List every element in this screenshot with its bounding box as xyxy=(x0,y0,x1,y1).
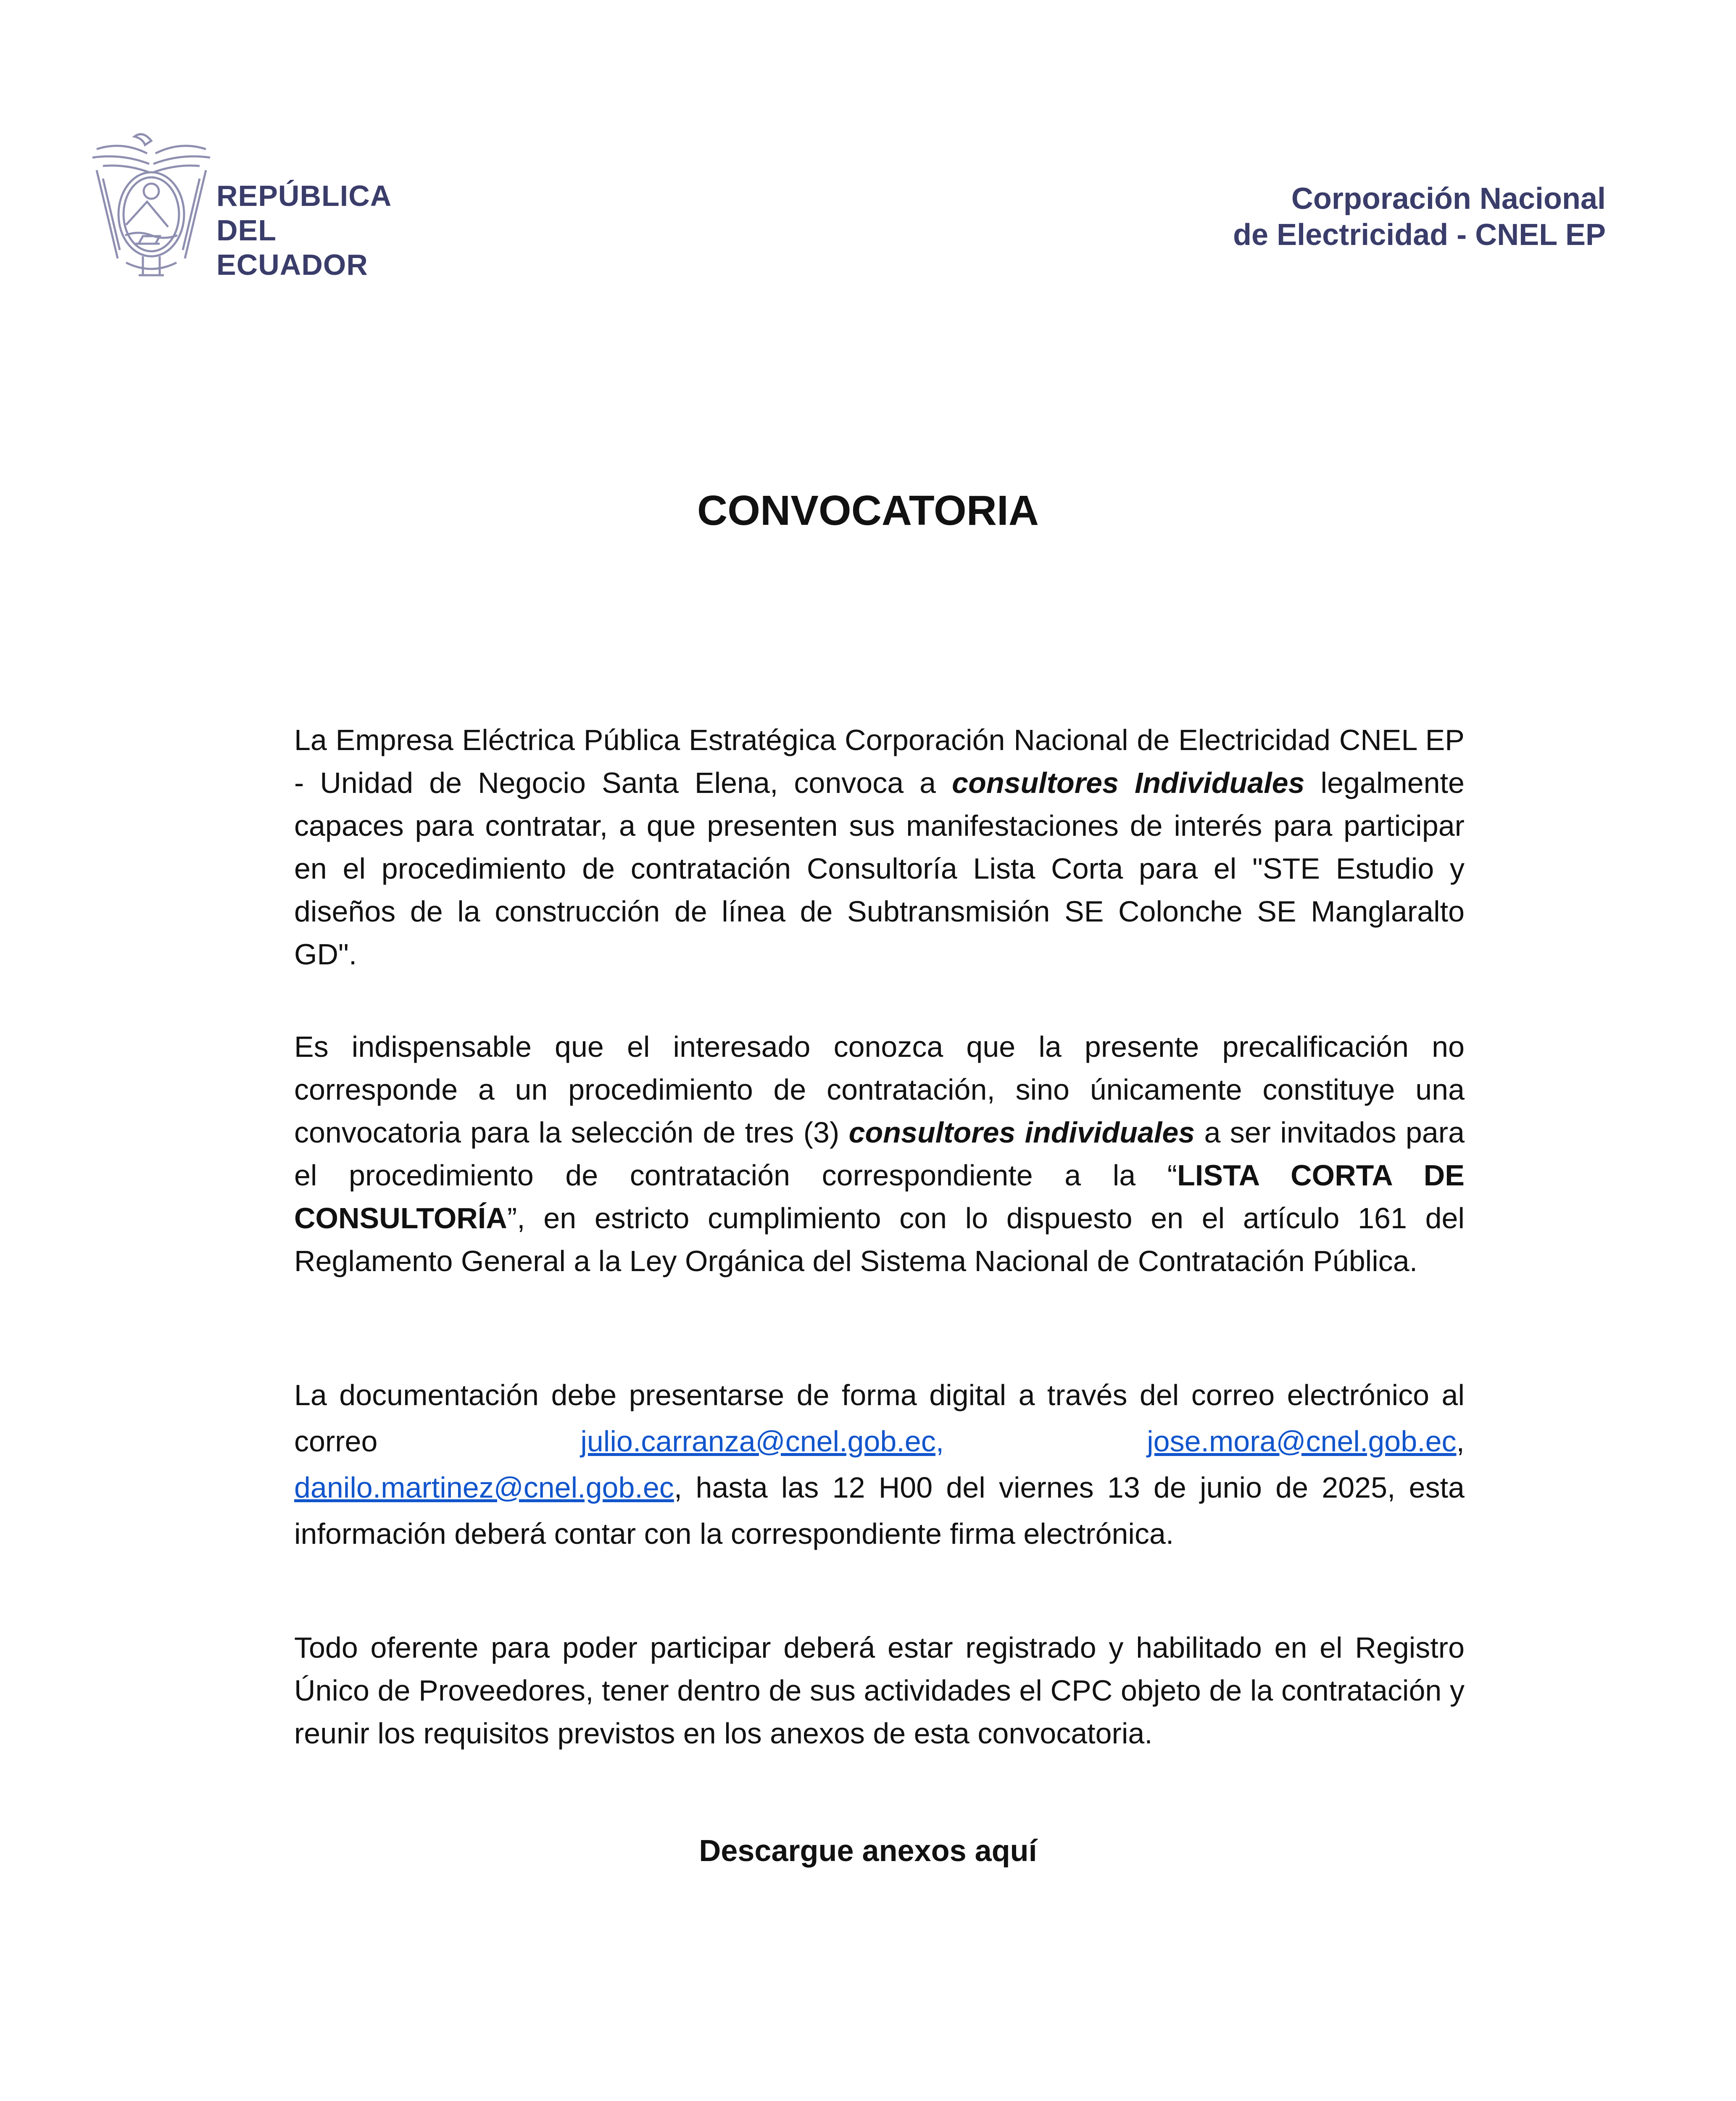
p2-bold: LISTA CORTA DE CONSULTORÍA xyxy=(294,1159,1465,1235)
paragraph-documentation xyxy=(294,1372,1465,1557)
republica-text: REPÚBLICA xyxy=(216,179,392,212)
p2-text-3: ”, en estricto cumplimiento con lo dispuesto en el artículo 161 del Reglamento General a la Ley Orgánica del Sistema Nacional de Contratación Pública. xyxy=(294,1202,1465,1277)
email-link-danilo[interactable]: danilo.martinez@cnel.gob.ec xyxy=(294,1471,674,1504)
cnel-name-line2: de Electricidad - CNEL EP xyxy=(1233,218,1606,252)
p1-text-2: legalmente capaces para contratar, a que presenten sus manifestaciones de interés para participar en el procedimiento de contratación Consultoría Lista Corta para el "STE Estudio y diseños de la construcción de línea de Subtransmisión SE Colonche SE Manglaralto GD". xyxy=(294,766,1465,971)
p1-text-1: La Empresa Eléctrica Pública Estratégica Corporación Nacional de Electricidad CNEL EP - Unidad de Negocio Santa Elena, convoca a xyxy=(294,724,1465,799)
p3-text-1: La documentación debe presentarse de forma digital a través del correo electrónico al correo xyxy=(294,1379,1465,1458)
cnel-header-text xyxy=(1233,181,1606,253)
republica-del-ecuador-logo xyxy=(80,124,416,284)
email-link-jose[interactable]: jose.mora@cnel.gob.ec xyxy=(1147,1425,1457,1458)
p2-emphasis: consultores individuales xyxy=(848,1116,1195,1149)
email-link-julio[interactable]: julio.carranza@cnel.gob.ec, xyxy=(580,1425,944,1458)
p3-sep-2: , xyxy=(1456,1425,1465,1458)
download-annexes-link[interactable]: Descargue anexos aquí xyxy=(699,1834,1037,1868)
paragraph-intro xyxy=(294,719,1465,976)
ecuador-coat-of-arms-icon xyxy=(80,124,223,284)
cnel-name-line1: Corporación Nacional xyxy=(1291,182,1606,216)
p2-text-1: Es indispensable que el interesado conozca que la presente precalificación no corresponde a un procedimiento de contratación, sino únicamente constituye una convocatoria para la selección de tres (3) xyxy=(294,1030,1465,1149)
p1-emphasis: consultores Individuales xyxy=(952,766,1305,799)
page-title: CONVOCATORIA xyxy=(697,487,1039,534)
del-ecuador-text: DEL ECUADOR xyxy=(216,214,368,281)
p3-text-2: , hasta las 12 H00 del viernes 13 de junio de 2025, esta información deberá contar con la correspondiente firma electrónica. xyxy=(294,1471,1465,1550)
paragraph-precalification xyxy=(294,1025,1465,1282)
p3-sep-1 xyxy=(944,1425,1147,1458)
paragraph-requirements: Todo oferente para poder participar deberá estar registrado y habilitado en el Registro Único de Proveedores, tener dentro de sus actividades el CPC objeto de la contratación y reunir los requisitos previstos en los anexos de esta convocatoria. xyxy=(294,1631,1465,1750)
p2-text-2: a ser invitados para el procedimiento de contratación correspondiente a la “ xyxy=(294,1116,1465,1192)
